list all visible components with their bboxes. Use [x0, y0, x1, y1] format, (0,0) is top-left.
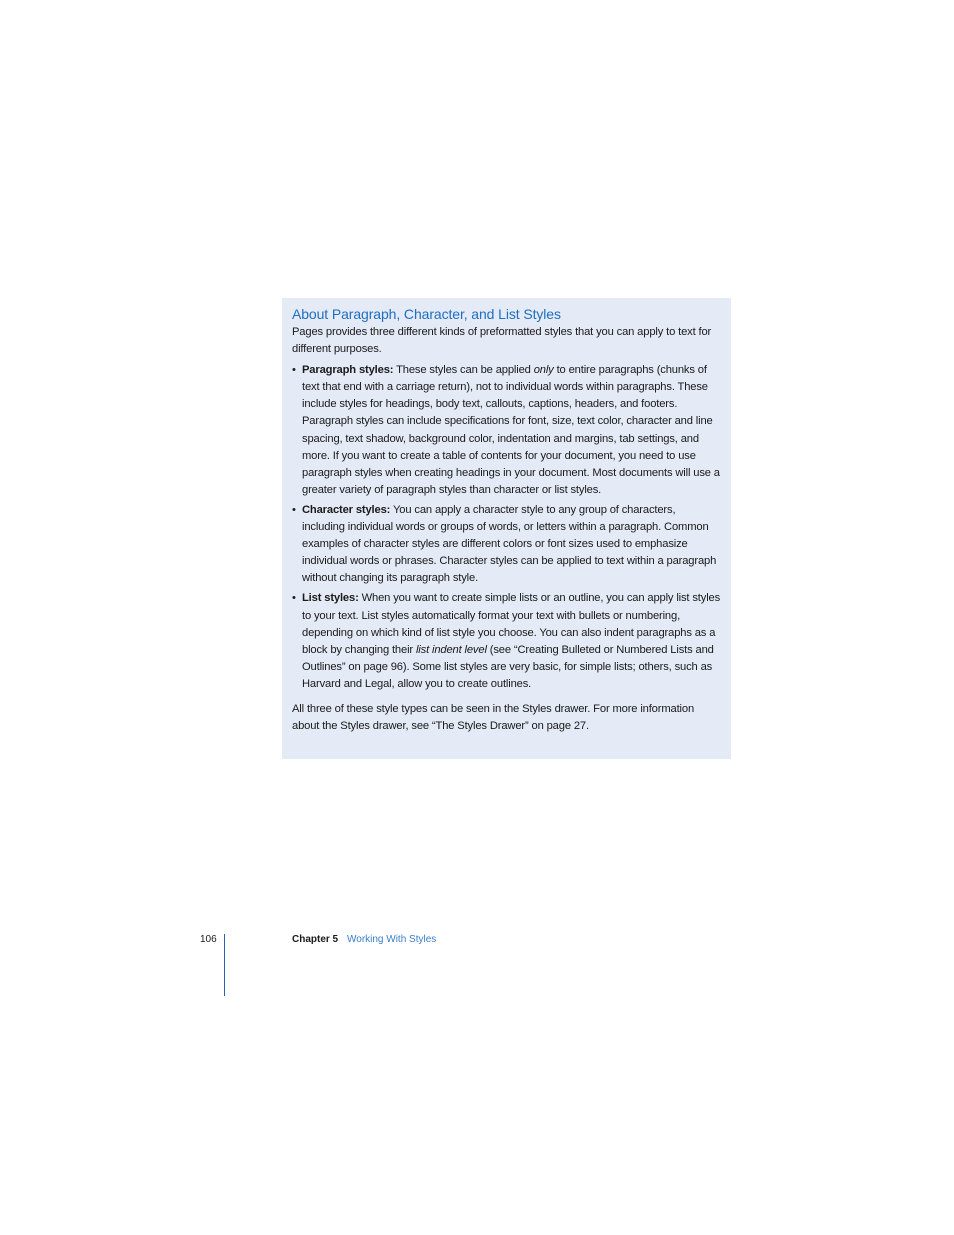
sidebar-box: [282, 298, 731, 759]
list-item-paragraph-styles: [292, 362, 721, 499]
chapter-label: Chapter 5: [292, 934, 339, 945]
item-text-after: (see “Creating Bulleted or Numbered Lists and Outlines” on page 96). Some list styles are very basic, for simple lists; others, such as Harvard and Legal, allow you to create outlines.: [302, 643, 714, 690]
item-emphasis: only: [533, 364, 554, 377]
term-paragraph-styles: Paragraph styles:: [302, 364, 394, 377]
bullet-glyph: •: [292, 503, 296, 516]
sidebar-closing: All three of these style types can be seen in the Styles drawer. For more information about the Styles drawer, see “The Styles Drawer” on page 27.: [292, 702, 695, 733]
sidebar-intro: Pages provides three different kinds of preformatted styles that you can apply to text for different purposes.: [292, 326, 712, 356]
chapter-title: Working With Styles: [347, 934, 437, 945]
bullet-glyph: •: [292, 592, 296, 605]
bullet-glyph: •: [292, 364, 296, 377]
item-emphasis: list indent level: [415, 643, 487, 656]
item-text-after: to entire paragraphs (chunks of text that end with a carriage return), not to individual words within paragraphs. These include styles for headings, body text, callouts, captions, headers, and footers. Paragraph styles can include specifications for font, size, text color, character and line spacing, text shadow, background color, indentation and margins, tab settings, and more. If you want to create a table of contents for your document, you need to use paragraph styles when creating headings in your document. Most documents will use a greater variety of paragraph styles than character or list styles.: [302, 364, 720, 496]
list-item-character-styles: [292, 502, 721, 587]
item-text-before: You can apply a character style to any group of characters, including individual words or groups of words, or letters within a paragraph. Common examples of character styles are different colors or font sizes used to emphasize individual words or phrases. Character styles can be applied to text within a paragraph without changing its paragraph style.: [302, 503, 717, 585]
item-text-before: These styles can be applied: [393, 364, 534, 377]
term-list-styles: List styles:: [302, 592, 359, 605]
list-item-list-styles: [292, 590, 721, 693]
item-text-before: When you want to create simple lists or an outline, you can apply list styles to your text. List styles automatically format your text with bullets or numbering, depending on which kind of list style you choose. You can also indent paragraphs as a block by changing their: [302, 592, 721, 656]
page-number: 106: [200, 934, 217, 945]
term-character-styles: Character styles:: [302, 503, 391, 516]
footer-divider: [224, 934, 225, 996]
style-types-list: [292, 362, 721, 693]
sidebar-title: About Paragraph, Character, and List Styles: [292, 306, 561, 322]
